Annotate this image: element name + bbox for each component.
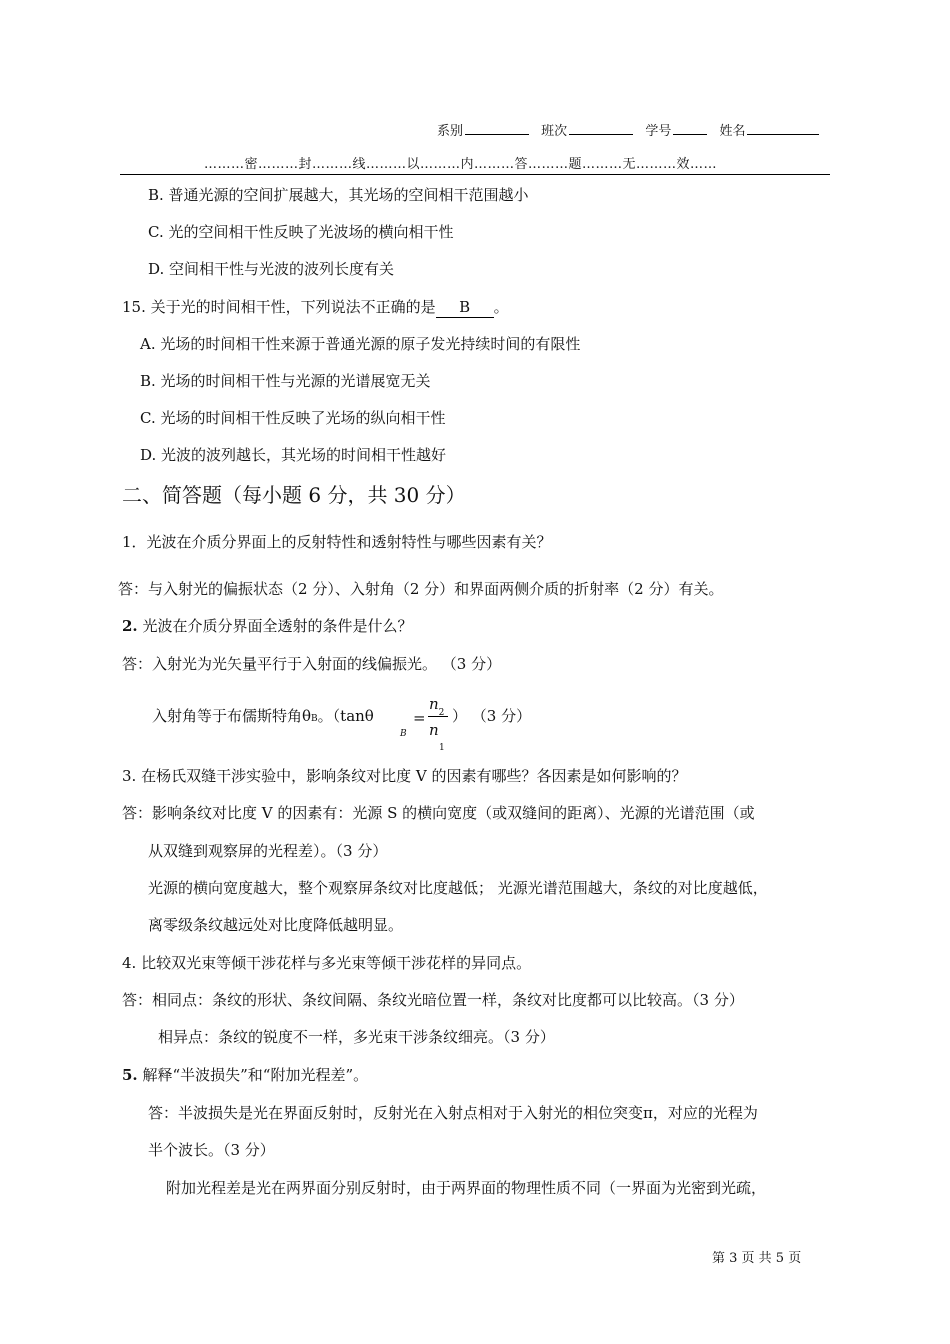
short-q2-number: 2.	[122, 617, 138, 635]
short-a3-line1: 答：影响条纹对比度 V 的因素有：光源 S 的横向宽度（或双缝间的距离）、光源的光谱范围（或	[122, 804, 755, 822]
q15-stem-text: 15. 关于光的时间相干性，下列说法不正确的是	[122, 298, 436, 316]
q15-option-a: A. 光场的时间相干性来源于普通光源的原子发光持续时间的有限性	[140, 335, 581, 353]
numerator-sub: 2	[438, 708, 445, 718]
fraction-bar	[428, 716, 448, 717]
tan-sub: B	[400, 729, 407, 739]
seal-line-text: ………密………封………线………以………内………答………题………无………效……	[204, 157, 718, 172]
exam-header-fields	[437, 120, 819, 142]
q15-option-c: C. 光场的时间相干性反映了光场的纵向相干性	[140, 409, 446, 427]
name-label: 姓名	[719, 124, 746, 139]
short-a1: 答：与入射光的偏振状态（2 分）、入射角（2 分）和界面两侧介质的折射率（2 分）有关。	[118, 580, 724, 598]
q14-option-d: D. 空间相干性与光波的波列长度有关	[148, 260, 395, 278]
fraction-numerator	[429, 694, 444, 717]
brewster-tan: 。（tanθ	[317, 707, 374, 725]
fraction-denominator	[429, 720, 439, 740]
dept-blank	[465, 120, 529, 135]
short-a4-line1: 答：相同点：条纹的形状、条纹间隔、条纹光暗位置一样，条纹对比度都可以比较高。（3 分）	[122, 991, 744, 1009]
short-a2-line1: 答：入射光为光矢量平行于入射面的线偏振光。 （3 分）	[122, 655, 502, 673]
q15-stem	[122, 297, 509, 318]
section-title: 二、简答题（每小题 6 分，共 30 分）	[122, 483, 466, 507]
short-q5-number: 5.	[122, 1066, 138, 1084]
short-q2-text: 光波在介质分界面全透射的条件是什么？	[142, 617, 413, 635]
id-label: 学号	[645, 124, 672, 139]
short-q5-text: 解释“半波损失”和“附加光程差”。	[142, 1066, 369, 1084]
short-a5-line1: 答：半波损失是光在界面反射时，反射光在入射点相对于入射光的相位突变π，对应的光程为	[148, 1104, 758, 1122]
brewster-sub: B	[311, 714, 318, 724]
short-a5-line3: 附加光程差是光在两界面分别反射时，由于两界面的物理性质不同（一界面为光密到光疏，	[166, 1179, 767, 1197]
brewster-text: 入射角等于布儒斯特角θ	[152, 707, 312, 725]
q15-option-b: B. 光场的时间相干性与光源的光谱展宽无关	[140, 372, 431, 390]
numerator-n: n	[429, 695, 439, 713]
q15-stem-end: 。	[493, 298, 509, 316]
denominator-n: n	[429, 721, 439, 739]
short-q2	[122, 616, 412, 636]
short-q5	[122, 1065, 368, 1085]
dept-label: 系别	[437, 124, 464, 139]
q14-option-b: B. 普通光源的空间扩展越大，其光场的空间相干范围越小	[148, 186, 529, 204]
short-q4: 4. 比较双光束等倾干涉花样与多光束等倾干涉花样的异同点。	[122, 954, 532, 972]
equals-sign: =	[413, 709, 426, 727]
short-a3-line4: 离零级条纹越远处对比度降低越明显。	[148, 916, 404, 934]
short-a4-line2: 相异点：条纹的锐度不一样，多光束干涉条纹细亮。（3 分）	[158, 1028, 555, 1046]
short-q3: 3. 在杨氏双缝干涉实验中，影响条纹对比度 V 的因素有哪些？各因素是如何影响的？	[122, 767, 687, 785]
short-a3-line2: 从双缝到观察屏的光程差）。（3 分）	[148, 842, 388, 860]
q14-option-c: C. 光的空间相干性反映了光波场的横向相干性	[148, 223, 454, 241]
short-a5-line2: 半个波长。（3 分）	[148, 1141, 275, 1159]
class-label: 班次	[541, 124, 568, 139]
short-a2-score: ） （3 分）	[452, 707, 532, 725]
name-blank	[747, 120, 819, 135]
q15-option-d: D. 光波的波列越长，其光场的时间相干性越好	[140, 446, 447, 464]
short-q1: 1．光波在介质分界面上的反射特性和透射特性与哪些因素有关？	[122, 533, 552, 551]
q15-answer: B	[436, 297, 494, 318]
page-number: 第 3 页 共 5 页	[712, 1251, 802, 1266]
denominator-sub: 1	[439, 743, 445, 753]
short-a3-line3: 光源的横向宽度越大，整个观察屏条纹对比度越低； 光源光谱范围越大，条纹的对比度越低，	[148, 879, 768, 897]
id-blank	[673, 120, 707, 135]
short-a2-line2	[152, 706, 374, 729]
header-divider	[120, 174, 830, 175]
class-blank	[569, 120, 633, 135]
